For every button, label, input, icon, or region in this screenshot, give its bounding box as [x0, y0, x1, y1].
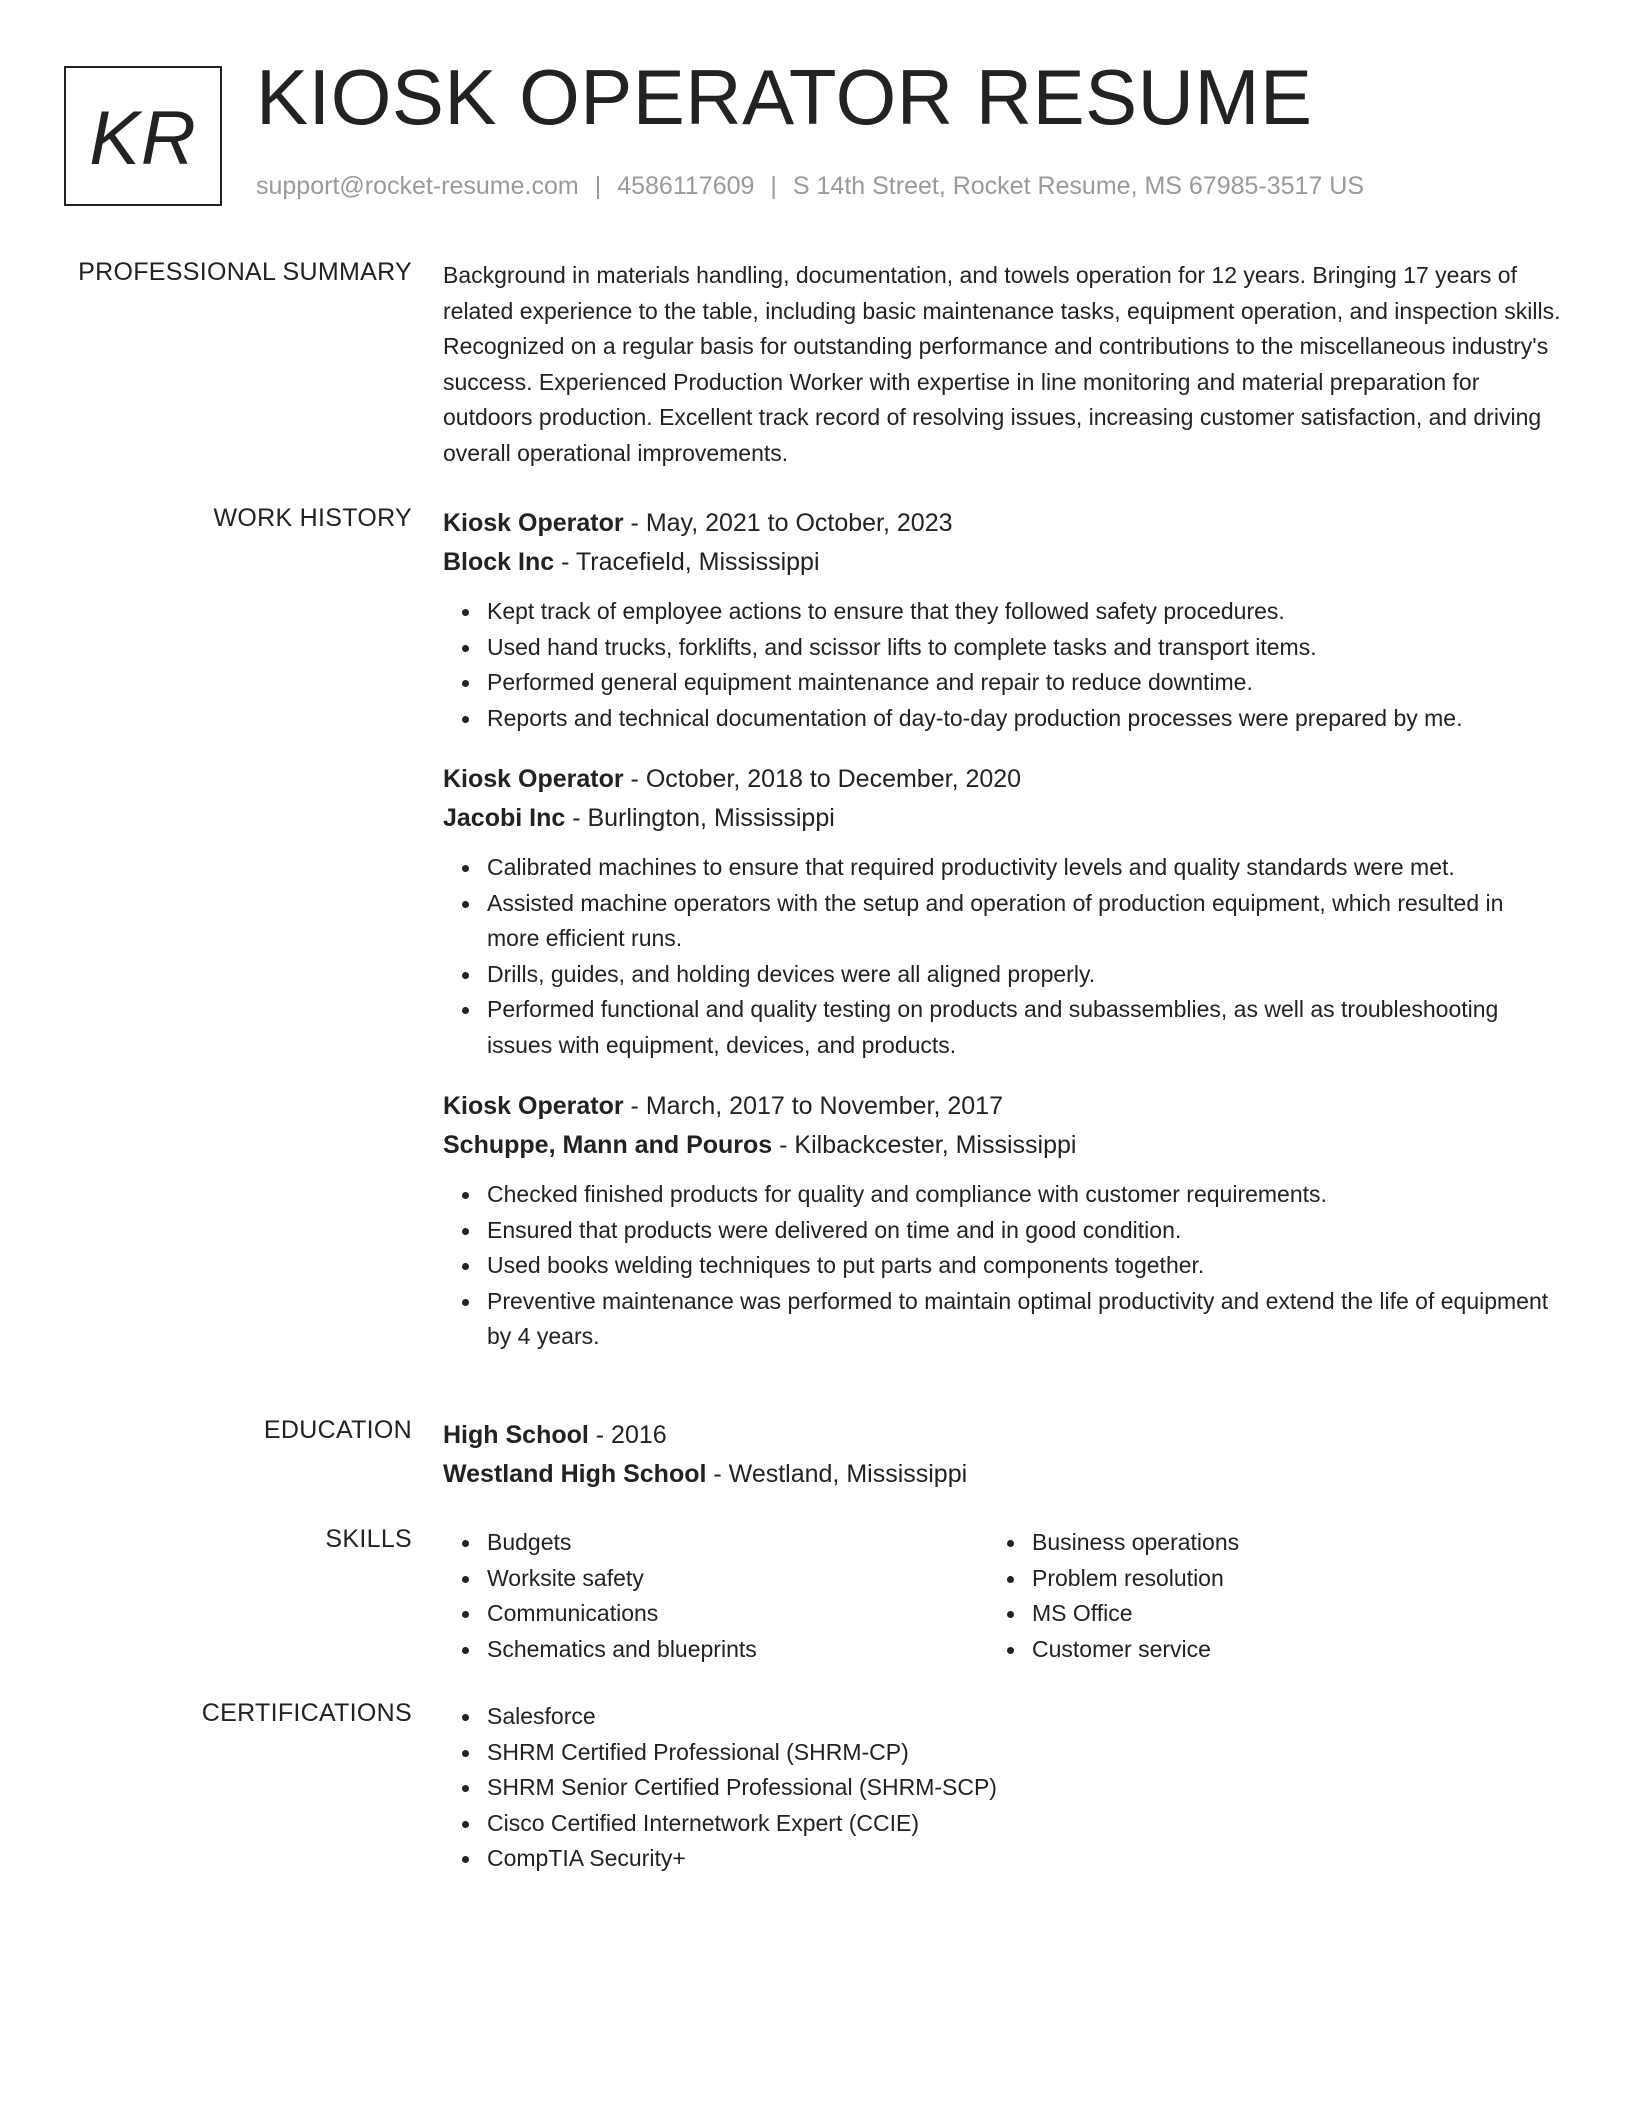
contact-address: S 14th Street, Rocket Resume, MS 67985-3517 US	[792, 172, 1365, 200]
certification-item: Cisco Certified Internetwork Expert (CCIE)	[487, 1806, 1561, 1842]
job-duty: Reports and technical documentation of day-to-day production processes were prepared by me.	[487, 701, 1561, 737]
education-body	[443, 1416, 1561, 1494]
certification-item: SHRM Senior Certified Professional (SHRM-SCP)	[487, 1770, 1561, 1806]
job-duty: Performed general equipment maintenance and repair to reduce downtime.	[487, 665, 1561, 701]
job-dates: - October, 2018 to December, 2020	[623, 765, 1022, 793]
certification-item: SHRM Certified Professional (SHRM-CP)	[487, 1735, 1561, 1771]
skill-item: Budgets	[487, 1525, 988, 1561]
summary-heading: PROFESSIONAL SUMMARY	[78, 258, 412, 286]
job-duty: Checked finished products for quality and compliance with customer requirements.	[487, 1177, 1561, 1213]
job-title-line	[443, 760, 1561, 799]
monogram-box	[64, 66, 222, 206]
job-dates: - May, 2021 to October, 2023	[623, 509, 953, 537]
job-duties-list	[443, 594, 1561, 736]
job-duty: Performed functional and quality testing on products and subassemblies, as well as troubleshooting issues with equipment, devices, and products.	[487, 992, 1561, 1063]
skill-item: Worksite safety	[487, 1561, 988, 1597]
education-heading: EDUCATION	[263, 1416, 412, 1444]
work-history-body	[443, 504, 1561, 1379]
certifications-body	[443, 1699, 1561, 1877]
job-duties-list	[443, 1177, 1561, 1355]
job-location: - Tracefield, Mississippi	[554, 548, 820, 576]
contact-separator: |	[770, 172, 777, 200]
education-school: Westland High School	[443, 1460, 707, 1488]
education-location: - Westland, Mississippi	[706, 1460, 968, 1488]
job-location: - Kilbackcester, Mississippi	[772, 1131, 1077, 1159]
job-entry	[443, 760, 1561, 1063]
skills-body	[443, 1525, 1561, 1667]
job-title: Kiosk Operator	[443, 1092, 624, 1120]
job-duty: Preventive maintenance was performed to maintain optimal productivity and extend the life of equipment by 4 years.	[487, 1284, 1561, 1355]
job-company: Jacobi Inc	[443, 804, 566, 832]
job-duty: Used hand trucks, forklifts, and scissor lifts to complete tasks and transport items.	[487, 630, 1561, 666]
education-year: - 2016	[588, 1421, 667, 1449]
job-title: Kiosk Operator	[443, 509, 624, 537]
certification-item: CompTIA Security+	[487, 1841, 1561, 1877]
job-duty: Calibrated machines to ensure that required productivity levels and quality standards were met.	[487, 850, 1561, 886]
job-company: Schuppe, Mann and Pouros	[443, 1131, 773, 1159]
job-dates: - March, 2017 to November, 2017	[623, 1092, 1003, 1120]
job-company: Block Inc	[443, 548, 555, 576]
skills-column-right	[988, 1525, 1533, 1667]
skill-item: MS Office	[1032, 1596, 1533, 1632]
work-history-heading: WORK HISTORY	[213, 504, 412, 532]
job-duty: Used books welding techniques to put parts and components together.	[487, 1248, 1561, 1284]
contact-email: support@rocket-resume.com	[256, 172, 579, 200]
skills-list	[443, 1525, 988, 1667]
job-company-line	[443, 1126, 1561, 1165]
job-duty: Drills, guides, and holding devices were all aligned properly.	[487, 957, 1561, 993]
certifications-heading: CERTIFICATIONS	[201, 1699, 412, 1727]
job-entry	[443, 504, 1561, 736]
skill-item: Communications	[487, 1596, 988, 1632]
job-company-line	[443, 799, 1561, 838]
resume-title: KIOSK OPERATOR RESUME	[256, 53, 1313, 141]
job-duty: Ensured that products were delivered on time and in good condition.	[487, 1213, 1561, 1249]
education-degree: High School	[443, 1421, 589, 1449]
job-company-line	[443, 543, 1561, 582]
certifications-list	[443, 1699, 1561, 1877]
job-location: - Burlington, Mississippi	[565, 804, 835, 832]
skills-list	[988, 1525, 1533, 1667]
education-degree-line	[443, 1416, 1561, 1455]
contact-phone: 4586117609	[617, 172, 755, 200]
job-title-line	[443, 504, 1561, 543]
certification-item: Salesforce	[487, 1699, 1561, 1735]
skill-item: Problem resolution	[1032, 1561, 1533, 1597]
summary-body	[443, 258, 1561, 471]
skill-item: Schematics and blueprints	[487, 1632, 988, 1668]
job-title: Kiosk Operator	[443, 765, 624, 793]
contact-line	[256, 172, 1364, 201]
contact-separator: |	[594, 172, 602, 200]
summary-text: Background in materials handling, documentation, and towels operation for 12 years. Bringing 17 years of related experience to the table, including basic maintenance tasks, equipment operation, and inspection skills. Recognized on a regular basis for outstanding performance and contributions to the miscellaneous industry's success. Experienced Production Worker with expertise in line monitoring and material preparation for outdoors production. Excellent track record of resolving issues, increasing customer satisfaction, and driving overall operational improvements.	[443, 262, 1561, 466]
job-title-line	[443, 1087, 1561, 1126]
job-entry	[443, 1087, 1561, 1355]
skills-column-left	[443, 1525, 988, 1667]
job-duty: Assisted machine operators with the setup and operation of production equipment, which resulted in more efficient runs.	[487, 886, 1561, 957]
skills-grid	[443, 1525, 1561, 1667]
job-duty: Kept track of employee actions to ensure that they followed safety procedures.	[487, 594, 1561, 630]
monogram-initials: KR	[89, 95, 197, 181]
education-school-line	[443, 1455, 1561, 1494]
skill-item: Business operations	[1032, 1525, 1533, 1561]
skills-heading: SKILLS	[325, 1525, 412, 1553]
skill-item: Customer service	[1032, 1632, 1533, 1668]
job-duties-list	[443, 850, 1561, 1063]
